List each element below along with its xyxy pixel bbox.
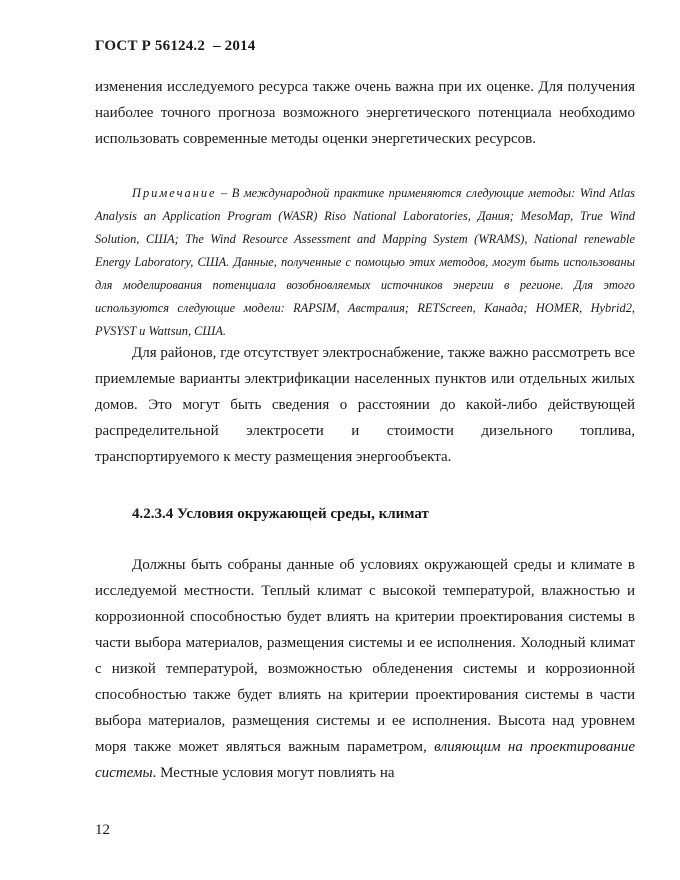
section-heading: 4.2.3.4 Условия окружающей среды, климат — [132, 506, 429, 522]
paragraph-climate — [95, 552, 635, 786]
note-block — [95, 182, 635, 343]
paragraph-resource-evaluation: изменения исследуемого ресурса также очень важна при их оценке. Для получения наиболее точного прогноза возможного энергетического потенциала необходимо использовать современные методы оценки энергетических ресурсов. — [95, 79, 635, 147]
paragraph-electrification: Для районов, где отсутствует электроснабжение, также важно рассмотреть все приемлемые варианты электрификации населенных пунктов или отдельных жилых домов. Это могут быть сведения о расстоянии до какой-либо действующей распределительной электросети и стоимости дизельного топлива, транспортируемого к месту размещения энергообъекта. — [95, 345, 635, 465]
note-text: – В международной практике применяются следующие методы: Wind Atlas Analysis an Application Program (WASR) Riso National Laboratories, Дания; MesoMap, True Wind Solution, США; The Wind Resource Assessment and Mapping System (WRAMS), National renewable Energy Laboratory, США. Данные, полученные с помощью этих методов, могут быть использованы для моделирования потенциала возобновляемых источников энергии в регионе. Для этого используются следующие модели: RAPSIM, Австралия; RETScreen, Канада; HOMER, Hybrid2, PVSYST и Wattsun, США. — [95, 186, 635, 338]
note-label: Примечание — [132, 186, 217, 200]
climate-text-after: . Местные условия могут повлиять на — [152, 765, 395, 781]
climate-text-before: Должны быть собраны данные об условиях окружающей среды и климате в исследуемой местности. Теплый климат с высокой температурой, влажностью и коррозионной способностью будет влиять на критерии проектирования системы в части выбора материалов, размещения системы и ее исполнения. Холодный климат с низкой температурой, возможностью обледенения системы и коррозионной способностью также будет влиять на критерии проектирования системы в части выбора материалов, размещения системы и ее исполнения. Высота над уровнем моря также может являться важным параметром, — [95, 557, 635, 755]
document-header: ГОСТ Р 56124.2 – 2014 — [95, 38, 256, 54]
page-number: 12 — [95, 822, 110, 838]
climate-text-italic: влияющим на проектирование системы — [95, 739, 635, 781]
